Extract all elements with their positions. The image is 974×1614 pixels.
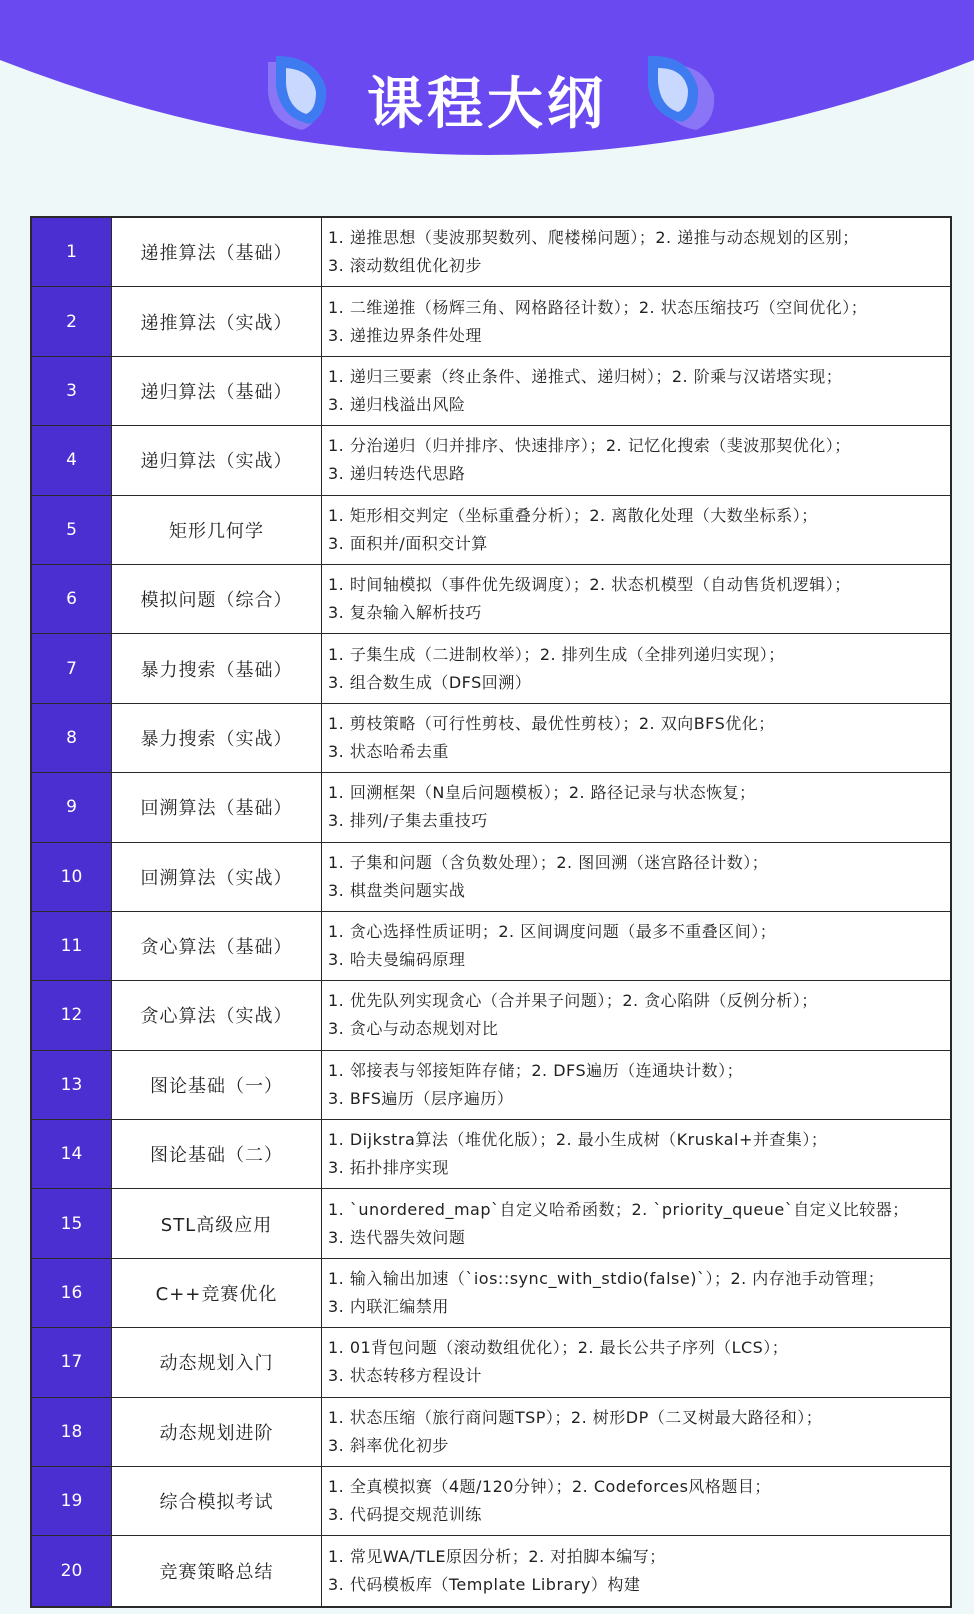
lesson-content bbox=[322, 565, 950, 633]
lesson-content bbox=[322, 426, 950, 494]
lesson-content bbox=[322, 357, 950, 425]
lesson-topic: 动态规划进阶 bbox=[112, 1398, 322, 1466]
lesson-content-line-2: 3. 斜率优化初步 bbox=[328, 1435, 449, 1455]
lesson-content-line-2: 3. 状态哈希去重 bbox=[328, 741, 449, 761]
table-row bbox=[32, 1259, 950, 1328]
lesson-topic: 综合模拟考试 bbox=[112, 1467, 322, 1535]
lesson-content-line-1: 1. 剪枝策略（可行性剪枝、最优性剪枝）；2. 双向BFS优化； bbox=[328, 713, 775, 733]
page-title: 课程大纲 bbox=[367, 72, 607, 137]
lesson-topic: 暴力搜索（实战） bbox=[112, 704, 322, 772]
lesson-topic: 递推算法（基础） bbox=[112, 218, 322, 286]
lesson-number: 20 bbox=[32, 1536, 112, 1605]
lesson-content-line-2: 3. 迭代器失效问题 bbox=[328, 1227, 466, 1247]
lesson-number: 16 bbox=[32, 1259, 112, 1327]
lesson-content bbox=[322, 1051, 950, 1119]
lesson-content-line-1: 1. 矩形相交判定（坐标重叠分析）；2. 离散化处理（大数坐标系）； bbox=[328, 505, 818, 525]
table-row bbox=[32, 426, 950, 495]
lesson-number: 2 bbox=[32, 287, 112, 355]
lesson-content-line-1: 1. 邻接表与邻接矩阵存储；2. DFS遍历（连通块计数）； bbox=[328, 1060, 744, 1080]
table-row bbox=[32, 1120, 950, 1189]
lesson-content bbox=[322, 218, 950, 286]
lesson-content-line-2: 3. 排列/子集去重技巧 bbox=[328, 811, 488, 831]
lesson-content-line-2: 3. 滚动数组优化初步 bbox=[328, 256, 482, 276]
lesson-content-line-2: 3. 复杂输入解析技巧 bbox=[328, 603, 482, 623]
lesson-content bbox=[322, 1536, 950, 1605]
lesson-number: 6 bbox=[32, 565, 112, 633]
lesson-content bbox=[322, 496, 950, 564]
lesson-topic: 递推算法（实战） bbox=[112, 287, 322, 355]
lesson-number: 13 bbox=[32, 1051, 112, 1119]
lesson-number: 11 bbox=[32, 912, 112, 980]
lesson-content-line-1: 1. 分治递归（归并排序、快速排序）；2. 记忆化搜索（斐波那契优化）； bbox=[328, 436, 851, 456]
lesson-content-line-2: 3. 贪心与动态规划对比 bbox=[328, 1019, 499, 1039]
lesson-content bbox=[322, 1398, 950, 1466]
lesson-content-line-1: 1. 二维递推（杨辉三角、网格路径计数）；2. 状态压缩技巧（空间优化）； bbox=[328, 297, 868, 317]
lesson-content bbox=[322, 773, 950, 841]
lesson-topic: 模拟问题（综合） bbox=[112, 565, 322, 633]
lesson-content bbox=[322, 704, 950, 772]
table-row bbox=[32, 843, 950, 912]
lesson-topic: 贪心算法（基础） bbox=[112, 912, 322, 980]
lesson-content-line-2: 3. 代码模板库（Template Library）构建 bbox=[328, 1575, 641, 1595]
lesson-number: 3 bbox=[32, 357, 112, 425]
course-outline-table bbox=[30, 216, 952, 1608]
lesson-content bbox=[322, 1120, 950, 1188]
lesson-content-line-2: 3. 内联汇编禁用 bbox=[328, 1297, 449, 1317]
lesson-number: 4 bbox=[32, 426, 112, 494]
lesson-content-line-2: 3. 哈夫曼编码原理 bbox=[328, 950, 466, 970]
lesson-content bbox=[322, 843, 950, 911]
lesson-topic: 递归算法（基础） bbox=[112, 357, 322, 425]
lesson-topic: STL高级应用 bbox=[112, 1189, 322, 1257]
lesson-content bbox=[322, 1259, 950, 1327]
lesson-content-line-1: 1. 贪心选择性质证明；2. 区间调度问题（最多不重叠区间）； bbox=[328, 922, 777, 942]
lesson-content-line-2: 3. 棋盘类问题实战 bbox=[328, 880, 466, 900]
lesson-content bbox=[322, 287, 950, 355]
lesson-topic: 贪心算法（实战） bbox=[112, 981, 322, 1049]
lesson-content-line-1: 1. 常见WA/TLE原因分析；2. 对拍脚本编写； bbox=[328, 1547, 666, 1567]
lesson-content-line-1: 1. 回溯框架（N皇后问题模板）；2. 路径记录与状态恢复； bbox=[328, 783, 756, 803]
lesson-number: 5 bbox=[32, 496, 112, 564]
lesson-content-line-2: 3. 代码提交规范训练 bbox=[328, 1505, 482, 1525]
lesson-topic: 回溯算法（实战） bbox=[112, 843, 322, 911]
table-row bbox=[32, 1051, 950, 1120]
table-row bbox=[32, 565, 950, 634]
lesson-content-line-2: 3. 组合数生成（DFS回溯） bbox=[328, 672, 532, 692]
lesson-number: 12 bbox=[32, 981, 112, 1049]
lesson-content-line-1: 1. 01背包问题（滚动数组优化）；2. 最长公共子序列（LCS）； bbox=[328, 1338, 789, 1358]
table-row bbox=[32, 1328, 950, 1397]
lesson-content bbox=[322, 1328, 950, 1396]
lesson-number: 10 bbox=[32, 843, 112, 911]
table-row bbox=[32, 912, 950, 981]
lesson-content bbox=[322, 912, 950, 980]
lesson-content bbox=[322, 1467, 950, 1535]
lesson-content-line-1: 1. `unordered_map`自定义哈希函数；2. `priority_queue`自定义比较器； bbox=[328, 1199, 909, 1219]
lesson-content-line-1: 1. 时间轴模拟（事件优先级调度）；2. 状态机模型（自动售货机逻辑）； bbox=[328, 575, 851, 595]
lesson-number: 19 bbox=[32, 1467, 112, 1535]
lesson-number: 14 bbox=[32, 1120, 112, 1188]
lesson-content-line-2: 3. 递归栈溢出风险 bbox=[328, 394, 466, 414]
lesson-content bbox=[322, 1189, 950, 1257]
lesson-topic: 递归算法（实战） bbox=[112, 426, 322, 494]
table-row bbox=[32, 773, 950, 842]
lesson-topic: 暴力搜索（基础） bbox=[112, 634, 322, 702]
lesson-content-line-1: 1. 全真模拟赛（4题/120分钟）；2. Codeforces风格题目； bbox=[328, 1477, 771, 1497]
lesson-content-line-2: 3. 递归转迭代思路 bbox=[328, 464, 466, 484]
lesson-topic: 图论基础（二） bbox=[112, 1120, 322, 1188]
table-row bbox=[32, 496, 950, 565]
lesson-topic: 回溯算法（基础） bbox=[112, 773, 322, 841]
lesson-content-line-1: 1. 子集和问题（含负数处理）；2. 图回溯（迷宫路径计数）； bbox=[328, 852, 769, 872]
table-row bbox=[32, 357, 950, 426]
table-row bbox=[32, 1467, 950, 1536]
lesson-content-line-2: 3. 状态转移方程设计 bbox=[328, 1366, 482, 1386]
table-row bbox=[32, 981, 950, 1050]
lesson-content-line-1: 1. 状态压缩（旅行商问题TSP）；2. 树形DP（二叉树最大路径和）； bbox=[328, 1407, 823, 1427]
lesson-number: 9 bbox=[32, 773, 112, 841]
table-row bbox=[32, 1536, 950, 1605]
lesson-content-line-2: 3. 面积并/面积交计算 bbox=[328, 533, 488, 553]
lesson-topic: 图论基础（一） bbox=[112, 1051, 322, 1119]
lesson-number: 17 bbox=[32, 1328, 112, 1396]
table-row bbox=[32, 218, 950, 287]
lesson-topic: 动态规划入门 bbox=[112, 1328, 322, 1396]
table-row bbox=[32, 1398, 950, 1467]
lesson-content-line-2: 3. 拓扑排序实现 bbox=[328, 1158, 449, 1178]
lesson-content bbox=[322, 981, 950, 1049]
lesson-number: 15 bbox=[32, 1189, 112, 1257]
lesson-content-line-1: 1. Dijkstra算法（堆优化版）；2. 最小生成树（Kruskal+并查集）； bbox=[328, 1130, 828, 1150]
lesson-content-line-1: 1. 子集生成（二进制枚举）；2. 排列生成（全排列递归实现）； bbox=[328, 644, 785, 664]
table-row bbox=[32, 287, 950, 356]
lesson-content bbox=[322, 634, 950, 702]
lesson-number: 18 bbox=[32, 1398, 112, 1466]
lesson-number: 8 bbox=[32, 704, 112, 772]
lesson-content-line-1: 1. 递归三要素（终止条件、递推式、递归树）；2. 阶乘与汉诺塔实现； bbox=[328, 366, 843, 386]
lesson-topic: C++竞赛优化 bbox=[112, 1259, 322, 1327]
lesson-content-line-2: 3. BFS遍历（层序遍历） bbox=[328, 1088, 514, 1108]
lesson-content-line-2: 3. 递推边界条件处理 bbox=[328, 325, 482, 345]
table-row bbox=[32, 1189, 950, 1258]
lesson-number: 7 bbox=[32, 634, 112, 702]
lesson-content-line-1: 1. 输入输出加速（`ios::sync_with_stdio(false)`）；2. 内存池手动管理； bbox=[328, 1269, 885, 1289]
lesson-number: 1 bbox=[32, 218, 112, 286]
lesson-topic: 竞赛策略总结 bbox=[112, 1536, 322, 1605]
lesson-content-line-1: 1. 优先队列实现贪心（合并果子问题）；2. 贪心陷阱（反例分析）； bbox=[328, 991, 818, 1011]
header-banner bbox=[0, 0, 974, 200]
lesson-content-line-1: 1. 递推思想（斐波那契数列、爬楼梯问题）；2. 递推与动态规划的区别； bbox=[328, 228, 859, 248]
table-row bbox=[32, 634, 950, 703]
table-row bbox=[32, 704, 950, 773]
lesson-topic: 矩形几何学 bbox=[112, 496, 322, 564]
